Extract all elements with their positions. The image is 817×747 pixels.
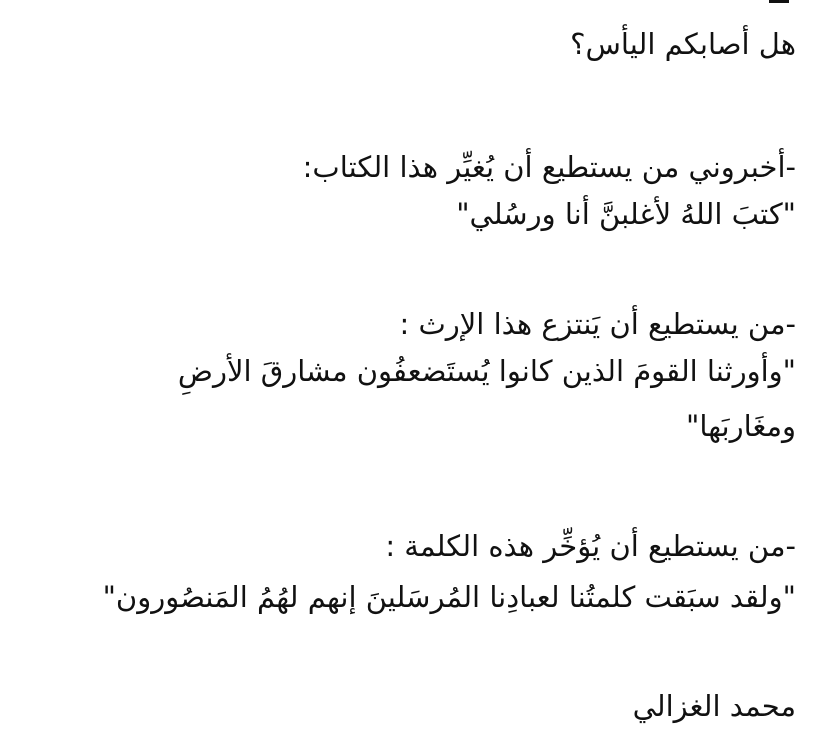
stanza-3-quote: "ولقد سبَقت كلمتُنا لعبادِنا المُرسَلينَ إنهم لهُمُ المَنصُورون"	[102, 580, 796, 614]
stanza-3-lead: -من يستطيع أن يُؤخِّر هذه الكلمة :	[385, 529, 796, 563]
stanza-1-quote: "كتبَ اللهُ لأغلبنَّ أنا ورسُلي"	[456, 197, 796, 231]
top-edge-mark	[769, 0, 789, 3]
stanza-2-lead: -من يستطيع أن يَنتزع هذا الإرث :	[399, 307, 796, 341]
stanza-2-quote-line-1: "وأورثنا القومَ الذين كانوا يُستَضعفُون مشارقَ الأرضِ	[177, 354, 796, 388]
opening-question: هل أصابكم اليأس؟	[570, 27, 796, 61]
stanza-2-quote-line-2: ومغَاربَها"	[686, 409, 796, 443]
author-signature: محمد الغزالي	[632, 689, 796, 723]
stanza-1-lead: -أخبروني من يستطيع أن يُغيِّر هذا الكتاب:	[302, 150, 796, 184]
